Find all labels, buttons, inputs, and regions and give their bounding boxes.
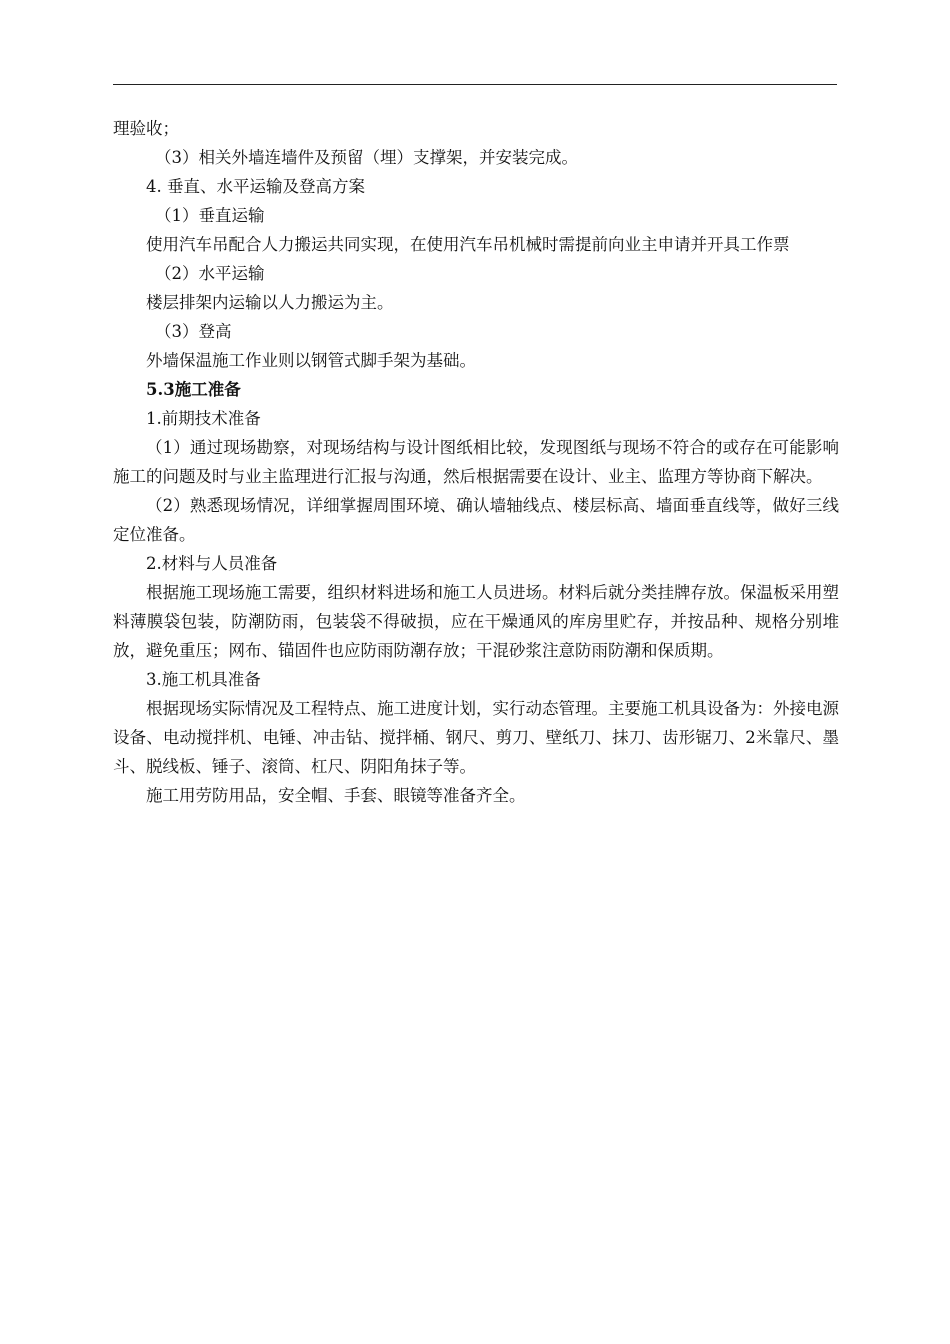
paragraph-horizontal-transport: 楼层排架内运输以人力搬运为主。 [146, 293, 394, 312]
paragraph-material-personnel: 根据施工现场施工需要，组织材料进场和施工人员进场。材料后就分类挂牌存放。保温板采用塑料薄膜袋包装，防潮防雨，包装袋不得破损，应在干燥通风的库房里贮存，并按品种、规格分别堆放，避免重压；网布、锚固件也应防雨防潮存放；干混砂浆注意防雨防潮和保质期。 [113, 583, 839, 660]
subheading-horizontal-transport: （2）水平运输 [155, 264, 265, 283]
subheading-equipment: 3.施工机具准备 [146, 670, 261, 689]
paragraph-climbing: 外墙保温施工作业则以钢管式脚手架为基础。 [146, 351, 476, 370]
section-heading-5-3: 5.3施工准备 [146, 380, 241, 399]
section-heading-4: 4. 垂直、水平运输及登高方案 [146, 177, 365, 196]
subheading-technical-prep: 1.前期技术准备 [146, 409, 261, 428]
paragraph-vertical-transport: 使用汽车吊配合人力搬运共同实现，在使用汽车吊机械时需提前向业主申请并开具工作票 [146, 235, 790, 254]
subheading-climbing: （3）登高 [155, 322, 232, 341]
paragraph-technical-prep-1: （1）通过现场勘察，对现场结构与设计图纸相比较，发现图纸与现场不符合的或存在可能影响施工的问题及时与业主监理进行汇报与沟通，然后根据需要在设计、业主、监理方等协商下解决。 [113, 438, 839, 486]
paragraph-continuation: 理验收； [113, 119, 179, 138]
paragraph-item-3: （3）相关外墙连墙件及预留（埋）支撑架，并安装完成。 [155, 148, 578, 167]
subheading-material-personnel: 2.材料与人员准备 [146, 554, 278, 573]
paragraph-technical-prep-2: （2）熟悉现场情况，详细掌握周围环境、确认墙轴线点、楼层标高、墙面垂直线等，做好三线定位准备。 [113, 496, 839, 544]
document-body [113, 114, 839, 810]
paragraph-equipment: 根据现场实际情况及工程特点、施工进度计划，实行动态管理。主要施工机具设备为：外接电源设备、电动搅拌机、电锤、冲击钻、搅拌桶、钢尺、剪刀、壁纸刀、抹刀、齿形锯刀、2米靠尺、墨斗、脱线板、锤子、滚筒、杠尺、阴阳角抹子等。 [113, 699, 839, 776]
header-rule [113, 84, 837, 85]
paragraph-protective-gear: 施工用劳防用品，安全帽、手套、眼镜等准备齐全。 [146, 786, 526, 805]
subheading-vertical-transport: （1）垂直运输 [155, 206, 265, 225]
